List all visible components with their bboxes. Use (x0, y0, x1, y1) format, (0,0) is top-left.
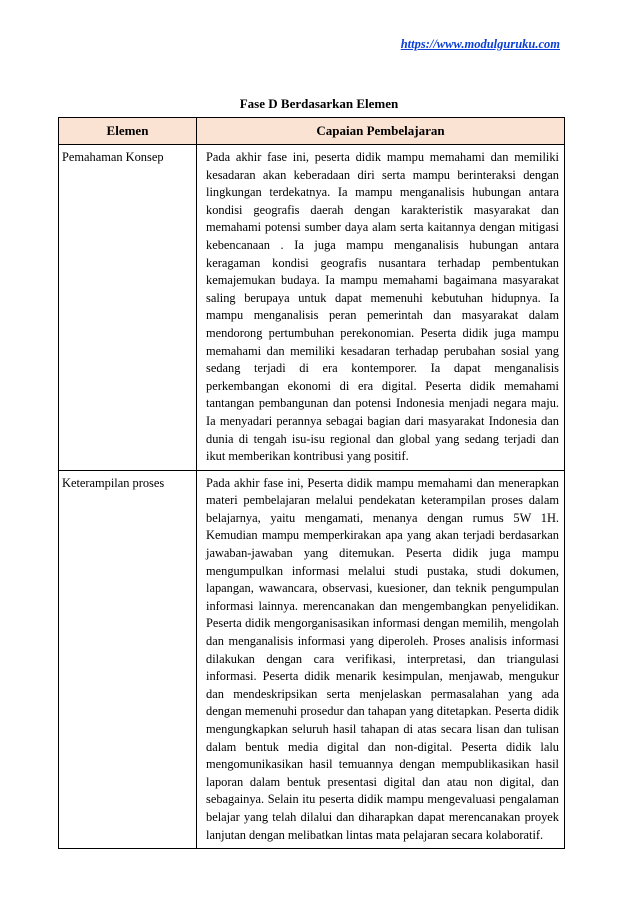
row-elemen: Keterampilan proses (59, 470, 197, 848)
learning-outcomes-table (58, 117, 565, 849)
table-header-row (59, 118, 565, 145)
row-capaian: Pada akhir fase ini, peserta didik mampu memahami dan memiliki kesadaran akan keberadaan diri serta mampu berinteraksi dengan lingkungan terdekatnya. Ia mampu menganalisis hubungan antara kondisi geografis daerah dengan karakteristik masyarakat dan memahami potensi sumber daya alam serta kaitannya dengan mitigasi kebencanaan . Ia juga mampu menganalisis hubungan antara keragaman kondisi geografis nusantara terhadap pembentukan kemajemukan budaya. Ia mampu memahami bagaimana masyarakat saling berupaya untuk dapat memenuhi kebutuhan hidupnya. Ia mampu menganalisis peran pemerintah dan masyarakat dalam mendorong pertumbuhan perekonomian. Peserta didik juga mampu memahami dan memiliki kesadaran terhadap perubahan sosial yang sedang terjadi di era kontemporer. Ia dapat menganalisis perkembangan ekonomi di era digital. Peserta didik memahami tantangan pembangunan dan potensi Indonesia menjadi negara maju. Ia menyadari perannya sebagai bagian dari masyarakat Indonesia dan dunia di tengah isu-isu regional dan global yang sedang terjadi dan ikut memberikan kontribusi yang positif. (197, 145, 565, 471)
page-title: Fase D Berdasarkan Elemen (239, 96, 399, 111)
table-row (59, 145, 565, 471)
website-link[interactable]: https://www.modulguruku.com (400, 37, 560, 51)
header-capaian: Capaian Pembelajaran (197, 118, 565, 145)
table-row (59, 470, 565, 848)
row-elemen: Pemahaman Konsep (59, 145, 197, 471)
row-capaian: Pada akhir fase ini, Peserta didik mampu memahami dan menerapkan materi pembelajaran melalui pendekatan keterampilan proses dalam belajarnya, yaitu mengamati, menanya dengan rumus 5W 1H. Kemudian mampu memperkirakan apa yang akan terjadi berdasarkan jawaban-jawaban yang ditemukan. Peserta didik juga mampu mengumpulkan informasi melalui studi pustaka, studi dokumen, lapangan, wawancara, observasi, kuesioner, dan teknik pengumpulan informasi lainnya. merencanakan dan mengembangkan penyelidikan. Peserta didik mengorganisasikan informasi dengan memilih, mengolah dan menganalisis informasi yang diperoleh. Proses analisis informasi dilakukan dengan cara verifikasi, interpretasi, dan triangulasi informasi. Peserta didik menarik kesimpulan, menjawab, mengukur dan mendeskripsikan serta menjelaskan permasalahan yang ada dengan memenuhi prosedur dan tahapan yang ditetapkan. Peserta didik mengungkapkan seluruh hasil tahapan di atas secara lisan dan tulisan dalam bentuk media digital dan non-digital. Peserta didik lalu mengomunikasikan hasil temuannya dengan mempublikasikan hasil laporan dalam bentuk presentasi digital dan atau non digital, dan sebagainya. Selain itu peserta didik mampu mengevaluasi pengalaman belajar yang telah dilalui dan diharapkan dapat merencanakan proyek lanjutan dengan melibatkan lintas mata pelajaran secara kolaboratif. (197, 470, 565, 848)
header-elemen: Elemen (59, 118, 197, 145)
